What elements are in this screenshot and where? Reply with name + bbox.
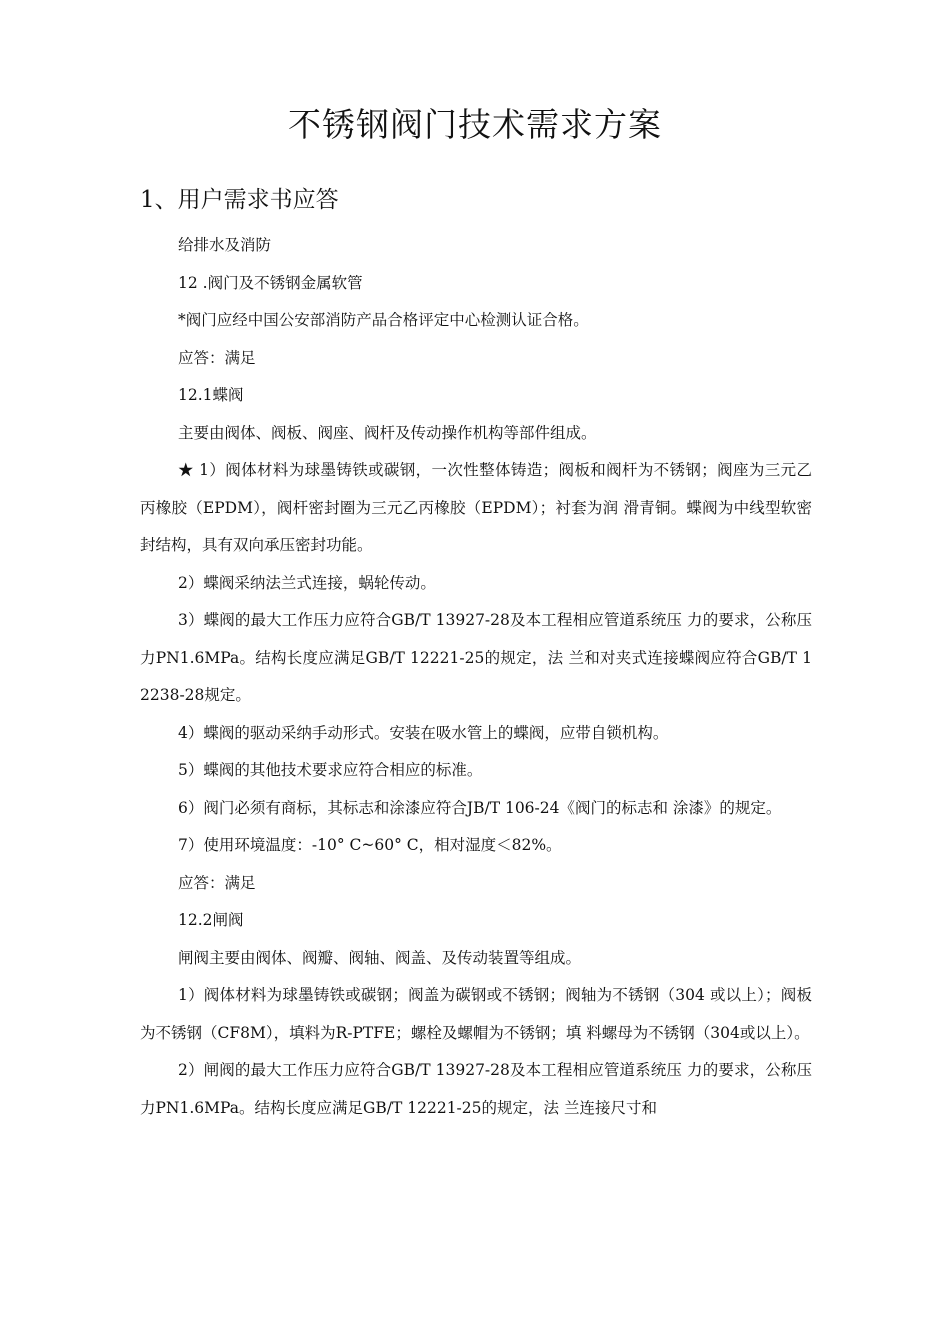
paragraph-item-12: 12 .阀门及不锈钢金属软管 (178, 273, 363, 292)
paragraph-gate-req-2: 2）闸阀的最大工作压力应符合GB/T 13927-28及本工程相应管道系统压 力的要求，公称压力PN1.6MPa。结构长度应满足GB/T 12221-25的规定，法 兰连接尺寸和 (140, 1061, 812, 1117)
paragraph-butterfly-req-5: 5）蝶阀的其他技术要求应符合相应的标准。 (178, 761, 483, 779)
paragraph-item-12-1: 12.1蝶阀 (178, 386, 244, 404)
document-title: 不锈钢阀门技术需求方案 (288, 105, 662, 144)
paragraph-butterfly-req-6: 6）阀门必须有商标，其标志和涂漆应符合JB/T 106-24《阀门的标志和 涂漆》的规定。 (178, 798, 782, 817)
paragraph-gate-req-1: 1）阀体材料为球墨铸铁或碳钢；阀盖为碳钢或不锈钢；阀轴为不锈钢（304 或以上）；阀板为不锈钢（CF8M），填料为R-PTFE；螺栓及螺帽为不锈钢；填 料螺母为不锈钢（304或以上）。 (140, 986, 812, 1042)
section-heading: 1、用户需求书应答 (140, 187, 339, 213)
paragraph-gate-components: 闸阀主要由阀体、阀瓣、阀轴、阀盖、及传动装置等组成。 (178, 948, 582, 967)
paragraph-butterfly-req-1: ★ 1）阀体材料为球墨铸铁或碳钢，一次性整体铸造；阀板和阀杆为不锈钢；阀座为三元乙丙橡胶（EPDM），阀杆密封圈为三元乙丙橡胶（EPDM）；衬套为润 滑青铜。蝶阀为中线型软密封结构，具有双向承压密封功能。 (140, 461, 812, 554)
paragraph-butterfly-components: 主要由阀体、阀板、阀座、阀杆及传动操作机构等部件组成。 (178, 423, 597, 442)
paragraph-butterfly-req-2: 2）蝶阀采纳法兰式连接，蜗轮传动。 (178, 573, 436, 592)
paragraph-butterfly-req-7: 7）使用环境温度：-10° C~60° C，相对湿度＜82%。 (178, 836, 562, 854)
paragraph-certification: *阀门应经中国公安部消防产品合格评定中心检测认证合格。 (178, 311, 589, 329)
paragraph-answer: 应答：满足 (178, 873, 256, 892)
document-body (140, 227, 812, 1127)
paragraph-butterfly-req-4: 4）蝶阀的驱动采纳手动形式。安装在吸水管上的蝶阀，应带自锁机构。 (178, 723, 669, 742)
paragraph-item-12-2: 12.2闸阀 (178, 911, 244, 929)
paragraph-answer: 应答：满足 (178, 348, 256, 367)
paragraph-butterfly-req-3: 3）蝶阀的最大工作压力应符合GB/T 13927-28及本工程相应管道系统压 力的要求，公称压力PN1.6MPa。结构长度应满足GB/T 12221-25的规定，法 兰和对夹式连接蝶阀应符合GB/T 12238-28规定。 (140, 611, 812, 704)
paragraph-water-supply: 给排水及消防 (178, 236, 272, 254)
